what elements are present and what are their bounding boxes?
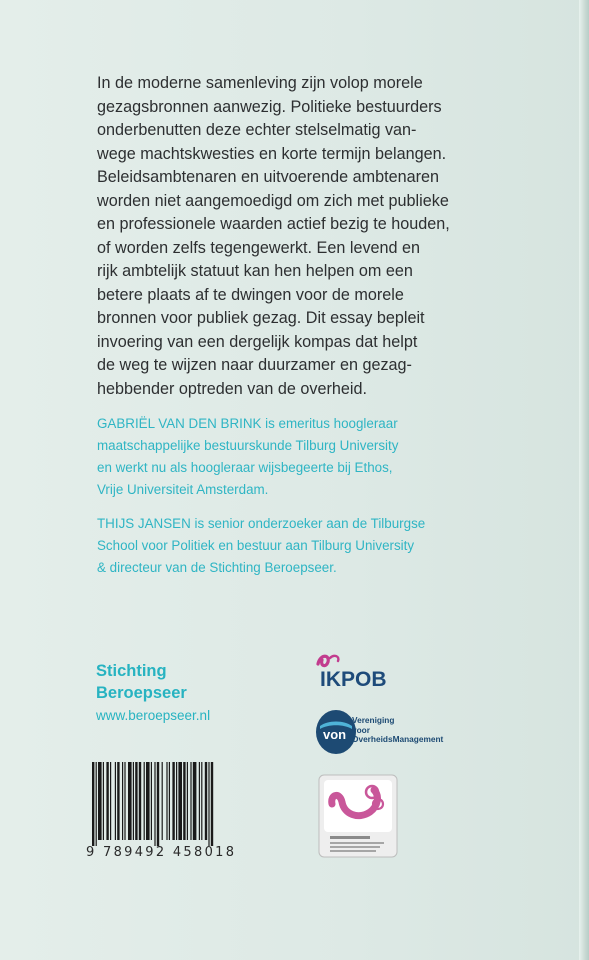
blurb-line: invoering van een dergelijk kompas dat helpt bbox=[97, 332, 418, 351]
blurb-line: gezagsbronnen aanwezig. Politieke bestuurders bbox=[97, 97, 442, 116]
barcode-bar bbox=[211, 762, 213, 846]
blurb-line: betere plaats af te dwingen voor de morele bbox=[97, 285, 404, 304]
quality-seal-logo bbox=[318, 774, 398, 858]
author-bio-line: THIJS JANSEN is senior onderzoeker aan de Tilburgse bbox=[97, 516, 426, 531]
blurb-line: worden niet aangemoedigd om zich met publieke bbox=[97, 191, 449, 210]
barcode-bar bbox=[151, 762, 152, 840]
barcode-bar bbox=[144, 762, 145, 840]
barcode-bar bbox=[122, 762, 123, 840]
barcode-bar bbox=[187, 762, 188, 840]
barcode-graphic bbox=[90, 762, 258, 846]
blurb-line: wege machtskwesties en korte termijn belangen. bbox=[97, 144, 447, 163]
author-bio-line: maatschappelijke bestuurskunde Tilburg University bbox=[97, 438, 399, 453]
barcode-bar bbox=[199, 762, 200, 840]
blurb-line: bronnen voor publiek gezag. Dit essay bepleit bbox=[97, 309, 425, 327]
barcode-bar bbox=[154, 762, 155, 846]
von-logo-line: Vereniging bbox=[352, 715, 395, 725]
barcode-bar bbox=[106, 762, 108, 840]
barcode-bar bbox=[115, 762, 116, 840]
barcode-bar bbox=[201, 762, 202, 840]
barcode-bar bbox=[172, 762, 174, 840]
ikpob-logo-text: IKPOB bbox=[320, 668, 387, 691]
blurb-line: en professionele waarden actief bezig te houden, bbox=[97, 215, 450, 233]
barcode-bar bbox=[162, 762, 163, 840]
barcode-bar bbox=[176, 762, 177, 840]
barcode-bar bbox=[208, 762, 209, 846]
barcode-bar bbox=[96, 762, 97, 846]
blurb-line: Beleidsambtenaren en uitvoerende ambtenaren bbox=[97, 168, 439, 186]
barcode-bar bbox=[98, 762, 102, 840]
von-logo-line: OverheidsManagement bbox=[352, 734, 444, 744]
barcode-bar bbox=[117, 762, 119, 840]
ikpob-logo bbox=[312, 650, 412, 692]
von-logo-text bbox=[352, 716, 443, 745]
author-bio-line: & directeur van de Stichting Beroepseer. bbox=[97, 560, 337, 575]
barcode-bar bbox=[205, 762, 207, 840]
publisher-name bbox=[96, 660, 187, 704]
barcode-bar bbox=[193, 762, 197, 840]
barcode-bar bbox=[128, 762, 132, 840]
barcode-bar bbox=[124, 762, 125, 840]
author-bio-line: School voor Politiek en bestuur aan Tilburg University bbox=[97, 538, 415, 553]
blurb-line: of worden zelfs tegengewerkt. Een levend en bbox=[97, 238, 421, 257]
author-bio-line: en werkt nu als hoogleraar wijsbegeerte bij Ethos, bbox=[97, 460, 393, 475]
blurb-line: de weg te wijzen naar duurzamer en gezag- bbox=[97, 356, 412, 374]
author-bio-line: Vrije Universiteit Amsterdam. bbox=[97, 482, 269, 497]
svg-text:von: von bbox=[323, 727, 347, 742]
blurb-text bbox=[97, 72, 517, 401]
publisher-website: www.beroepseer.nl bbox=[96, 708, 211, 723]
author-bio-gabriel bbox=[97, 413, 517, 501]
blurb-line: onderbenutten deze echter stelselmatig van- bbox=[97, 121, 417, 139]
author-bio-thijs bbox=[97, 513, 517, 579]
spine-edge bbox=[579, 0, 589, 960]
barcode-bar bbox=[178, 762, 182, 840]
barcode-bar bbox=[110, 762, 111, 840]
blurb-line: rijk ambtelijk statuut kan hen helpen om een bbox=[97, 262, 413, 280]
barcode-bar bbox=[133, 762, 134, 840]
barcode-bar bbox=[183, 762, 185, 840]
barcode-bar bbox=[166, 762, 167, 840]
barcode-bar bbox=[139, 762, 141, 840]
barcode-bar bbox=[169, 762, 170, 840]
isbn-number: 9 789492 458018 bbox=[86, 845, 237, 860]
blurb-line: In de moderne samenleving zijn volop morele bbox=[97, 74, 423, 92]
publisher-name-line1: Stichting bbox=[96, 662, 167, 680]
barcode-bar bbox=[92, 762, 94, 846]
publisher-name-line2: Beroepseer bbox=[96, 684, 187, 702]
barcode-bar bbox=[157, 762, 159, 846]
blurb-line: hebbender optreden van de overheid. bbox=[97, 379, 368, 398]
barcode-bar bbox=[135, 762, 137, 840]
author-bio-line: GABRIËL VAN DEN BRINK is emeritus hoogleraar bbox=[97, 416, 398, 431]
barcode-bar bbox=[190, 762, 191, 840]
barcode-bar bbox=[146, 762, 150, 840]
von-logo-line: voor bbox=[352, 724, 370, 735]
barcode-bar bbox=[103, 762, 104, 840]
